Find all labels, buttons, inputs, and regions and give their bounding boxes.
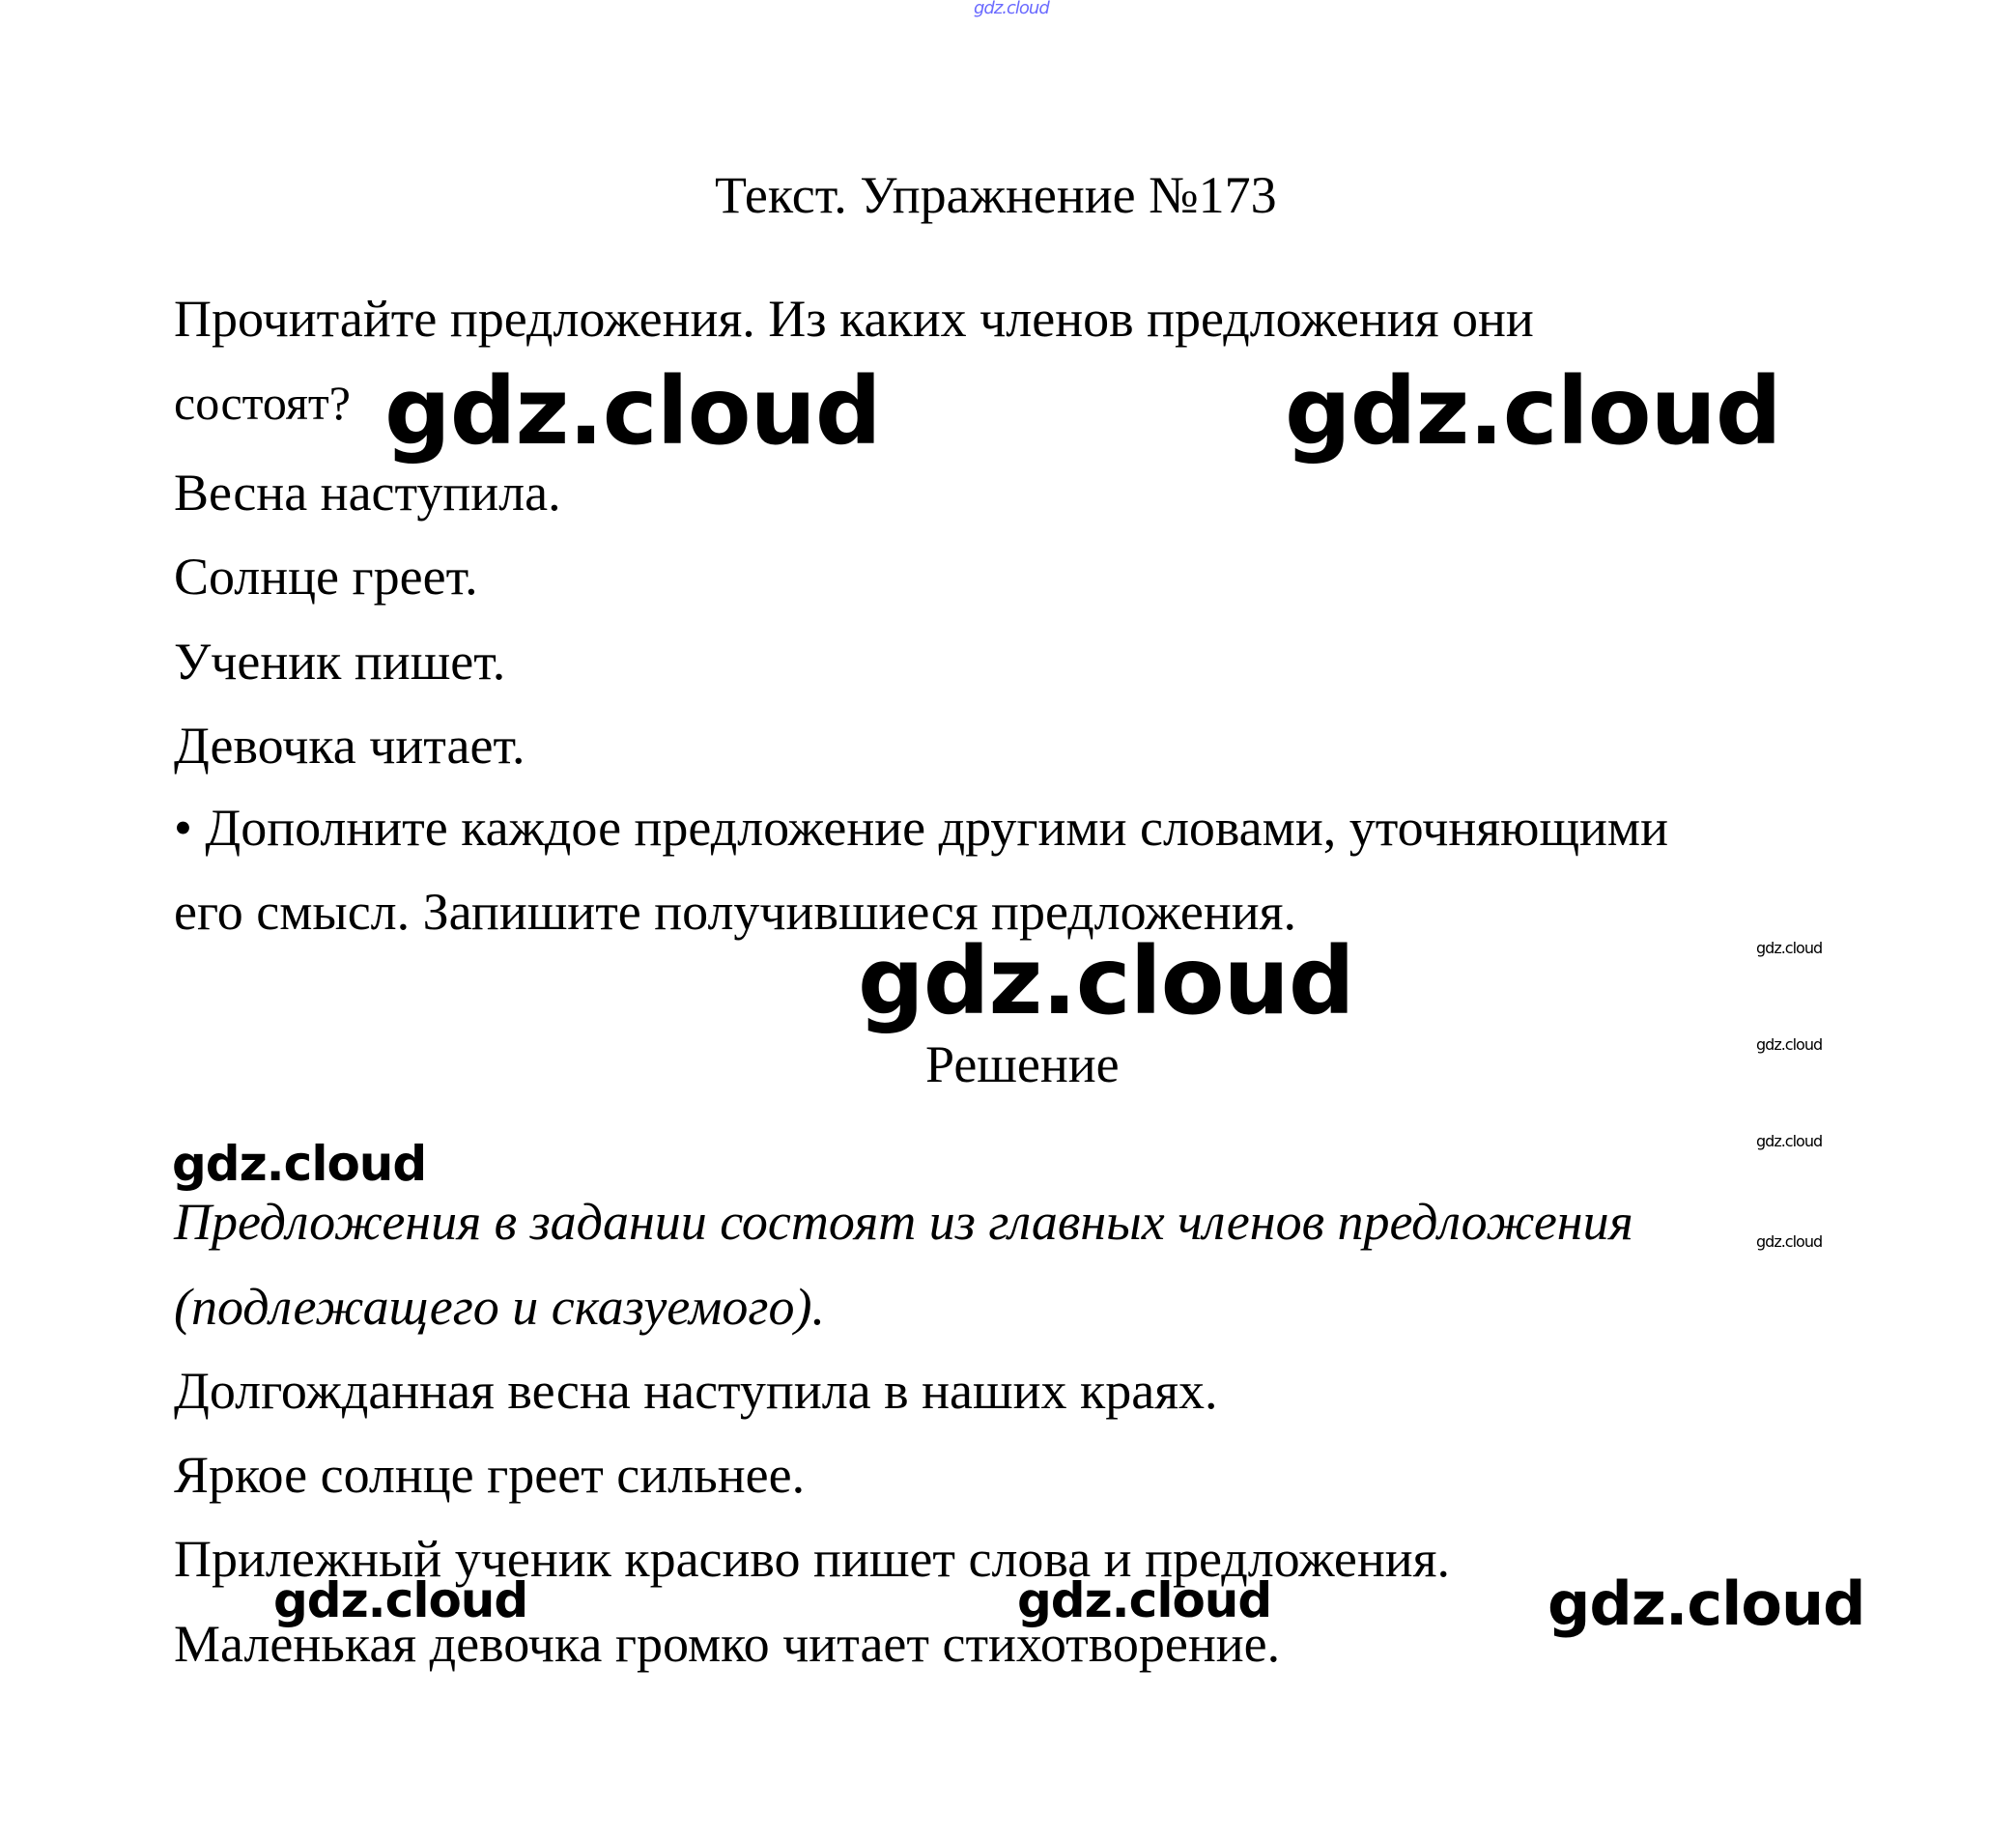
sentence-1: Весна наступила. [174, 464, 561, 522]
task-line-2: состоят? [174, 376, 351, 430]
explanation-line-2: (подлежащего и сказуемого). [174, 1278, 825, 1336]
task-line-1: Прочитайте предложения. Из каких членов предложения они [174, 290, 1534, 348]
answer-4: Маленькая девочка громко читает стихотворение. [174, 1615, 1281, 1673]
watermark-big-3: gdz.cloud [858, 927, 1354, 1035]
explanation-line-1: Предложения в задании состоят из главных членов предложения [174, 1193, 1633, 1251]
watermark-big-2: gdz.cloud [1285, 357, 1781, 466]
watermark-mid-3: gdz.cloud [1017, 1572, 1272, 1628]
watermark-mid-4: gdz.cloud [1547, 1569, 1865, 1639]
watermark-mid-1: gdz.cloud [172, 1136, 427, 1192]
watermark-big-1: gdz.cloud [384, 357, 881, 466]
sentence-3: Ученик пишет. [174, 633, 506, 691]
watermark-small-1: gdz.cloud [1756, 939, 1823, 957]
watermark-mid-2: gdz.cloud [273, 1572, 528, 1628]
sentence-2: Солнце греет. [174, 548, 478, 606]
watermark-small-4: gdz.cloud [1756, 1232, 1823, 1251]
top-watermark: gdz.cloud [974, 0, 1049, 18]
page-title: Текст. Упражнение №173 [715, 166, 1277, 224]
instruction-line-1: • Дополните каждое предложение другими словами, уточняющими [174, 799, 1668, 857]
solution-heading: Решение [925, 1035, 1120, 1093]
answer-3: Прилежный ученик красиво пишет слова и предложения. [174, 1530, 1450, 1588]
watermark-small-3: gdz.cloud [1756, 1132, 1823, 1150]
instruction-line-2: его смысл. Запишите получившиеся предложения. [174, 883, 1296, 941]
sentence-4: Девочка читает. [174, 717, 525, 775]
answer-1: Долгожданная весна наступила в наших краях. [174, 1362, 1218, 1420]
answer-2: Яркое солнце греет сильнее. [174, 1446, 806, 1504]
watermark-small-2: gdz.cloud [1756, 1035, 1823, 1054]
